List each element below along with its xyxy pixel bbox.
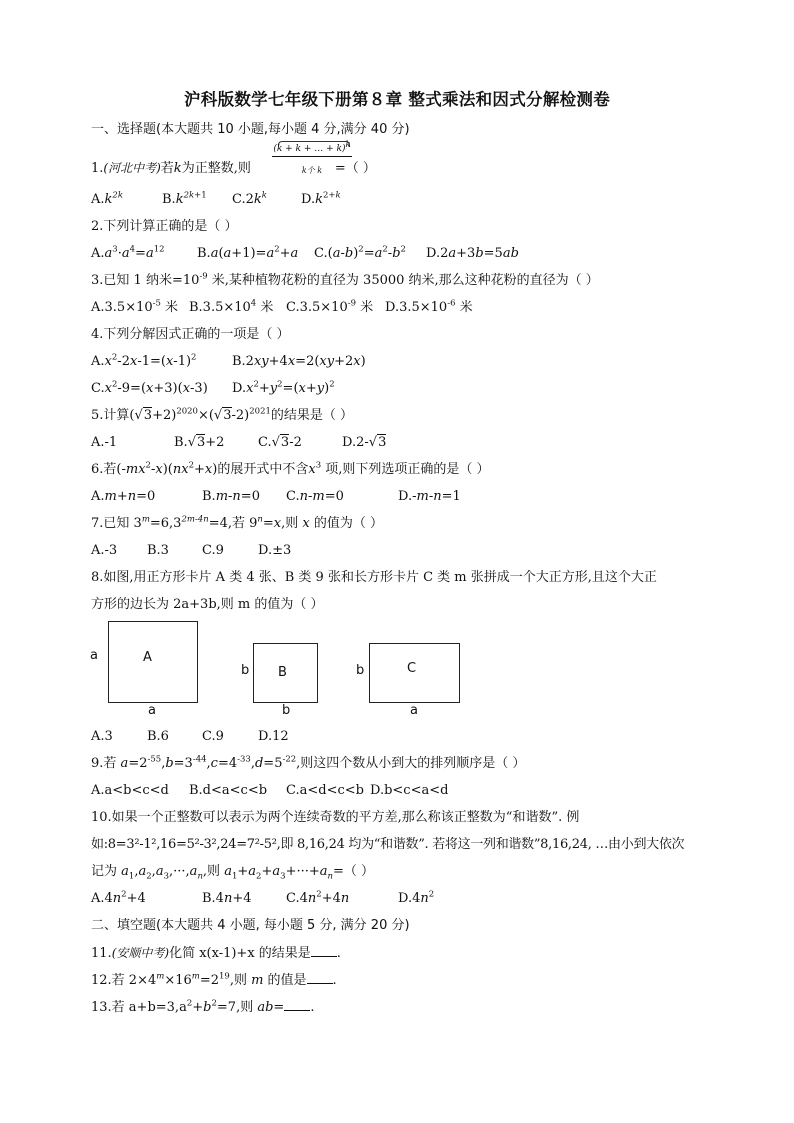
- card-b-label: B: [278, 665, 287, 680]
- q9-option-c[interactable]: C.a<d<c<b: [286, 783, 364, 798]
- q8-option-d[interactable]: D.12: [258, 729, 289, 744]
- q3-option-d[interactable]: $D.3.5\times 10^{-6}$ 米: [385, 298, 473, 315]
- question-2: 2.下列计算正确的是（ ）: [91, 219, 238, 234]
- card-a-bottom-label: a: [148, 703, 156, 718]
- question-8-line-1: 8.如图,用正方形卡片 A 类 4 张、B 类 9 张和长方形卡片 C 类 m 张拼成一个大正方形,且这个大正: [91, 570, 657, 585]
- q3-option-b[interactable]: $B.3.5\times 10^4$ 米: [189, 298, 274, 315]
- q2-option-c[interactable]: $C.(a-b)^2=a^2-b^2$: [314, 244, 406, 261]
- q7-option-c[interactable]: C.9: [202, 543, 224, 558]
- q3-option-a[interactable]: $A.3.5\times 10^{-5}$ 米: [91, 298, 179, 315]
- page-title: 沪科版数学七年级下册第８章 整式乘法和因式分解检测卷: [183, 90, 611, 109]
- q8-option-a[interactable]: A.3: [91, 729, 113, 744]
- question-12: 12.若 $2\times 4^m\times 16^m=2^{19}$,则 m 的值是 .: [91, 971, 337, 988]
- q4-option-a[interactable]: $A.x^2-2x-1=(x-1)^2$: [91, 352, 197, 369]
- question-10-line-2: 如:8=3²-1²,16=5²-3²,24=7²-5²,即 8,16,24 均为“和谐数”. 若将这一列和谐数”8,16,24, …由小到大依次: [91, 837, 685, 852]
- q2-option-d[interactable]: D.2a+3b=5ab: [426, 246, 519, 261]
- question-10-line-1: 10.如果一个正整数可以表示为两个连续奇数的平方差,那么称该正整数为“和谐数”. 例: [91, 810, 580, 825]
- card-b-side-label: b: [241, 663, 250, 678]
- fraction-expression: (k + k + … + k)$^k$ k个 k: [273, 140, 351, 175]
- question-8-line-2: 方形的边长为 2a+3b,则 m 的值为（ ）: [91, 597, 324, 612]
- card-c-label: C: [407, 661, 417, 676]
- question-source: (河北中考): [103, 161, 161, 175]
- card-c-side-label: b: [356, 663, 365, 678]
- section-heading-fill: 二、填空题(本大题共 4 小题, 每小题 5 分, 满分 20 分): [91, 918, 410, 933]
- card-b-bottom-label: b: [282, 703, 291, 718]
- q7-option-a[interactable]: A.-3: [91, 543, 118, 558]
- question-9: 9.若 $a=2^{-55},b=3^{-44},c=4^{-33},d=5^{-22}$,则这四个数从小到大的排列顺序是（ ）: [91, 754, 526, 771]
- card-a-label: A: [143, 650, 152, 665]
- q2-option-b[interactable]: $B.a(a+1)=a^2+a$: [197, 244, 299, 261]
- q2-option-a[interactable]: $A.a^3\cdot a^4=a^{12}$: [91, 244, 165, 261]
- question-4: 4.下列分解因式正确的一项是（ ）: [91, 327, 290, 342]
- q6-option-b[interactable]: B.m-n=0: [202, 489, 260, 504]
- q6-option-d[interactable]: D.-m-n=1: [398, 489, 461, 504]
- q9-option-d[interactable]: D.b<c<a<d: [370, 783, 449, 798]
- q4-option-c[interactable]: $C.x^2-9=(x+3)(x-3)$: [91, 379, 208, 396]
- q5-option-a[interactable]: A.-1: [91, 435, 118, 450]
- question-7: 7.已知 $3^m=6,3^{2m-4n}=4$,若 $9^n=x$,则 x 的值为（ ）: [91, 514, 383, 531]
- q3-option-c[interactable]: $C.3.5\times 10^{-9}$ 米: [286, 298, 374, 315]
- q10-option-d[interactable]: $D.4n^2$: [398, 889, 435, 906]
- section-heading-choice: 一、选择题(本大题共 10 小题,每小题 4 分,满分 40 分): [91, 122, 410, 137]
- q1-option-a[interactable]: $A.k^{2k}$: [91, 190, 123, 207]
- answer-blank[interactable]: [311, 944, 337, 957]
- q9-option-b[interactable]: B.d<a<c<b: [189, 783, 268, 798]
- q4-option-d[interactable]: $D.x^2+y^2=(x+y)^2$: [232, 379, 335, 396]
- question-11: 11.(安顺中考)化简 x(x-1)+x 的结果是 .: [91, 946, 341, 961]
- question-6: 6.若$(-mx^2-x)(nx^2+x)$的展开式中不含$x^3$ 项,则下列选项正确的是（ ）: [91, 460, 490, 477]
- q10-option-b[interactable]: B.4n+4: [202, 891, 252, 906]
- card-c-bottom-label: a: [410, 703, 418, 718]
- q1-option-c[interactable]: $C.2k^k$: [232, 190, 267, 207]
- card-a-square: [108, 621, 198, 703]
- q9-option-a[interactable]: A.a<b<c<d: [91, 783, 169, 798]
- q7-option-d[interactable]: D.±3: [258, 543, 292, 558]
- q1-option-d[interactable]: $D.k^{2+k}$: [301, 190, 341, 207]
- q5-option-c[interactable]: C.√3-2: [258, 435, 302, 450]
- q10-option-a[interactable]: $A.4n^2+4$: [91, 889, 146, 906]
- q1-option-b[interactable]: $B.k^{2k+1}$: [162, 190, 207, 207]
- question-13: 13.若 $a+b=3,a^2+b^2=7$,则 ab= .: [91, 998, 315, 1015]
- q4-option-b[interactable]: B.2xy+4x=2(xy+2x): [232, 354, 366, 369]
- card-a-side-label: a: [90, 648, 98, 663]
- q6-option-a[interactable]: A.m+n=0: [91, 489, 156, 504]
- q5-option-b[interactable]: B.√3+2: [174, 435, 225, 450]
- question-source: (安顺中考): [111, 946, 170, 960]
- q6-option-c[interactable]: C.n-m=0: [286, 489, 344, 504]
- answer-blank[interactable]: [307, 971, 333, 984]
- question-3: 3.已知 1 纳米$=10^{-9}$ 米,某种植物花粉的直径为 35000 纳米,那么这种花粉的直径为（ ）: [91, 271, 599, 288]
- question-10-line-3: 记为 $a_1,a_2,a_3,\cdot\cdot\cdot,a_n$,则 $a_1+a_2+a_3+\cdot\cdot\cdot+a_n=$（ ）: [91, 864, 375, 882]
- q8-option-b[interactable]: B.6: [147, 729, 169, 744]
- q5-option-d[interactable]: D.2-√3: [342, 435, 387, 450]
- answer-blank[interactable]: [284, 998, 310, 1011]
- q7-option-b[interactable]: B.3: [147, 543, 169, 558]
- q8-option-c[interactable]: C.9: [202, 729, 224, 744]
- question-5: 5.计算$(√3+2)^{2020}\times(√3-2)^{2021}$的结果是（ ）: [91, 406, 354, 423]
- q10-option-c[interactable]: $C.4n^2+4n$: [286, 889, 350, 906]
- question-1: 1.(河北中考)若k为正整数,则 =（ ）: [91, 161, 376, 176]
